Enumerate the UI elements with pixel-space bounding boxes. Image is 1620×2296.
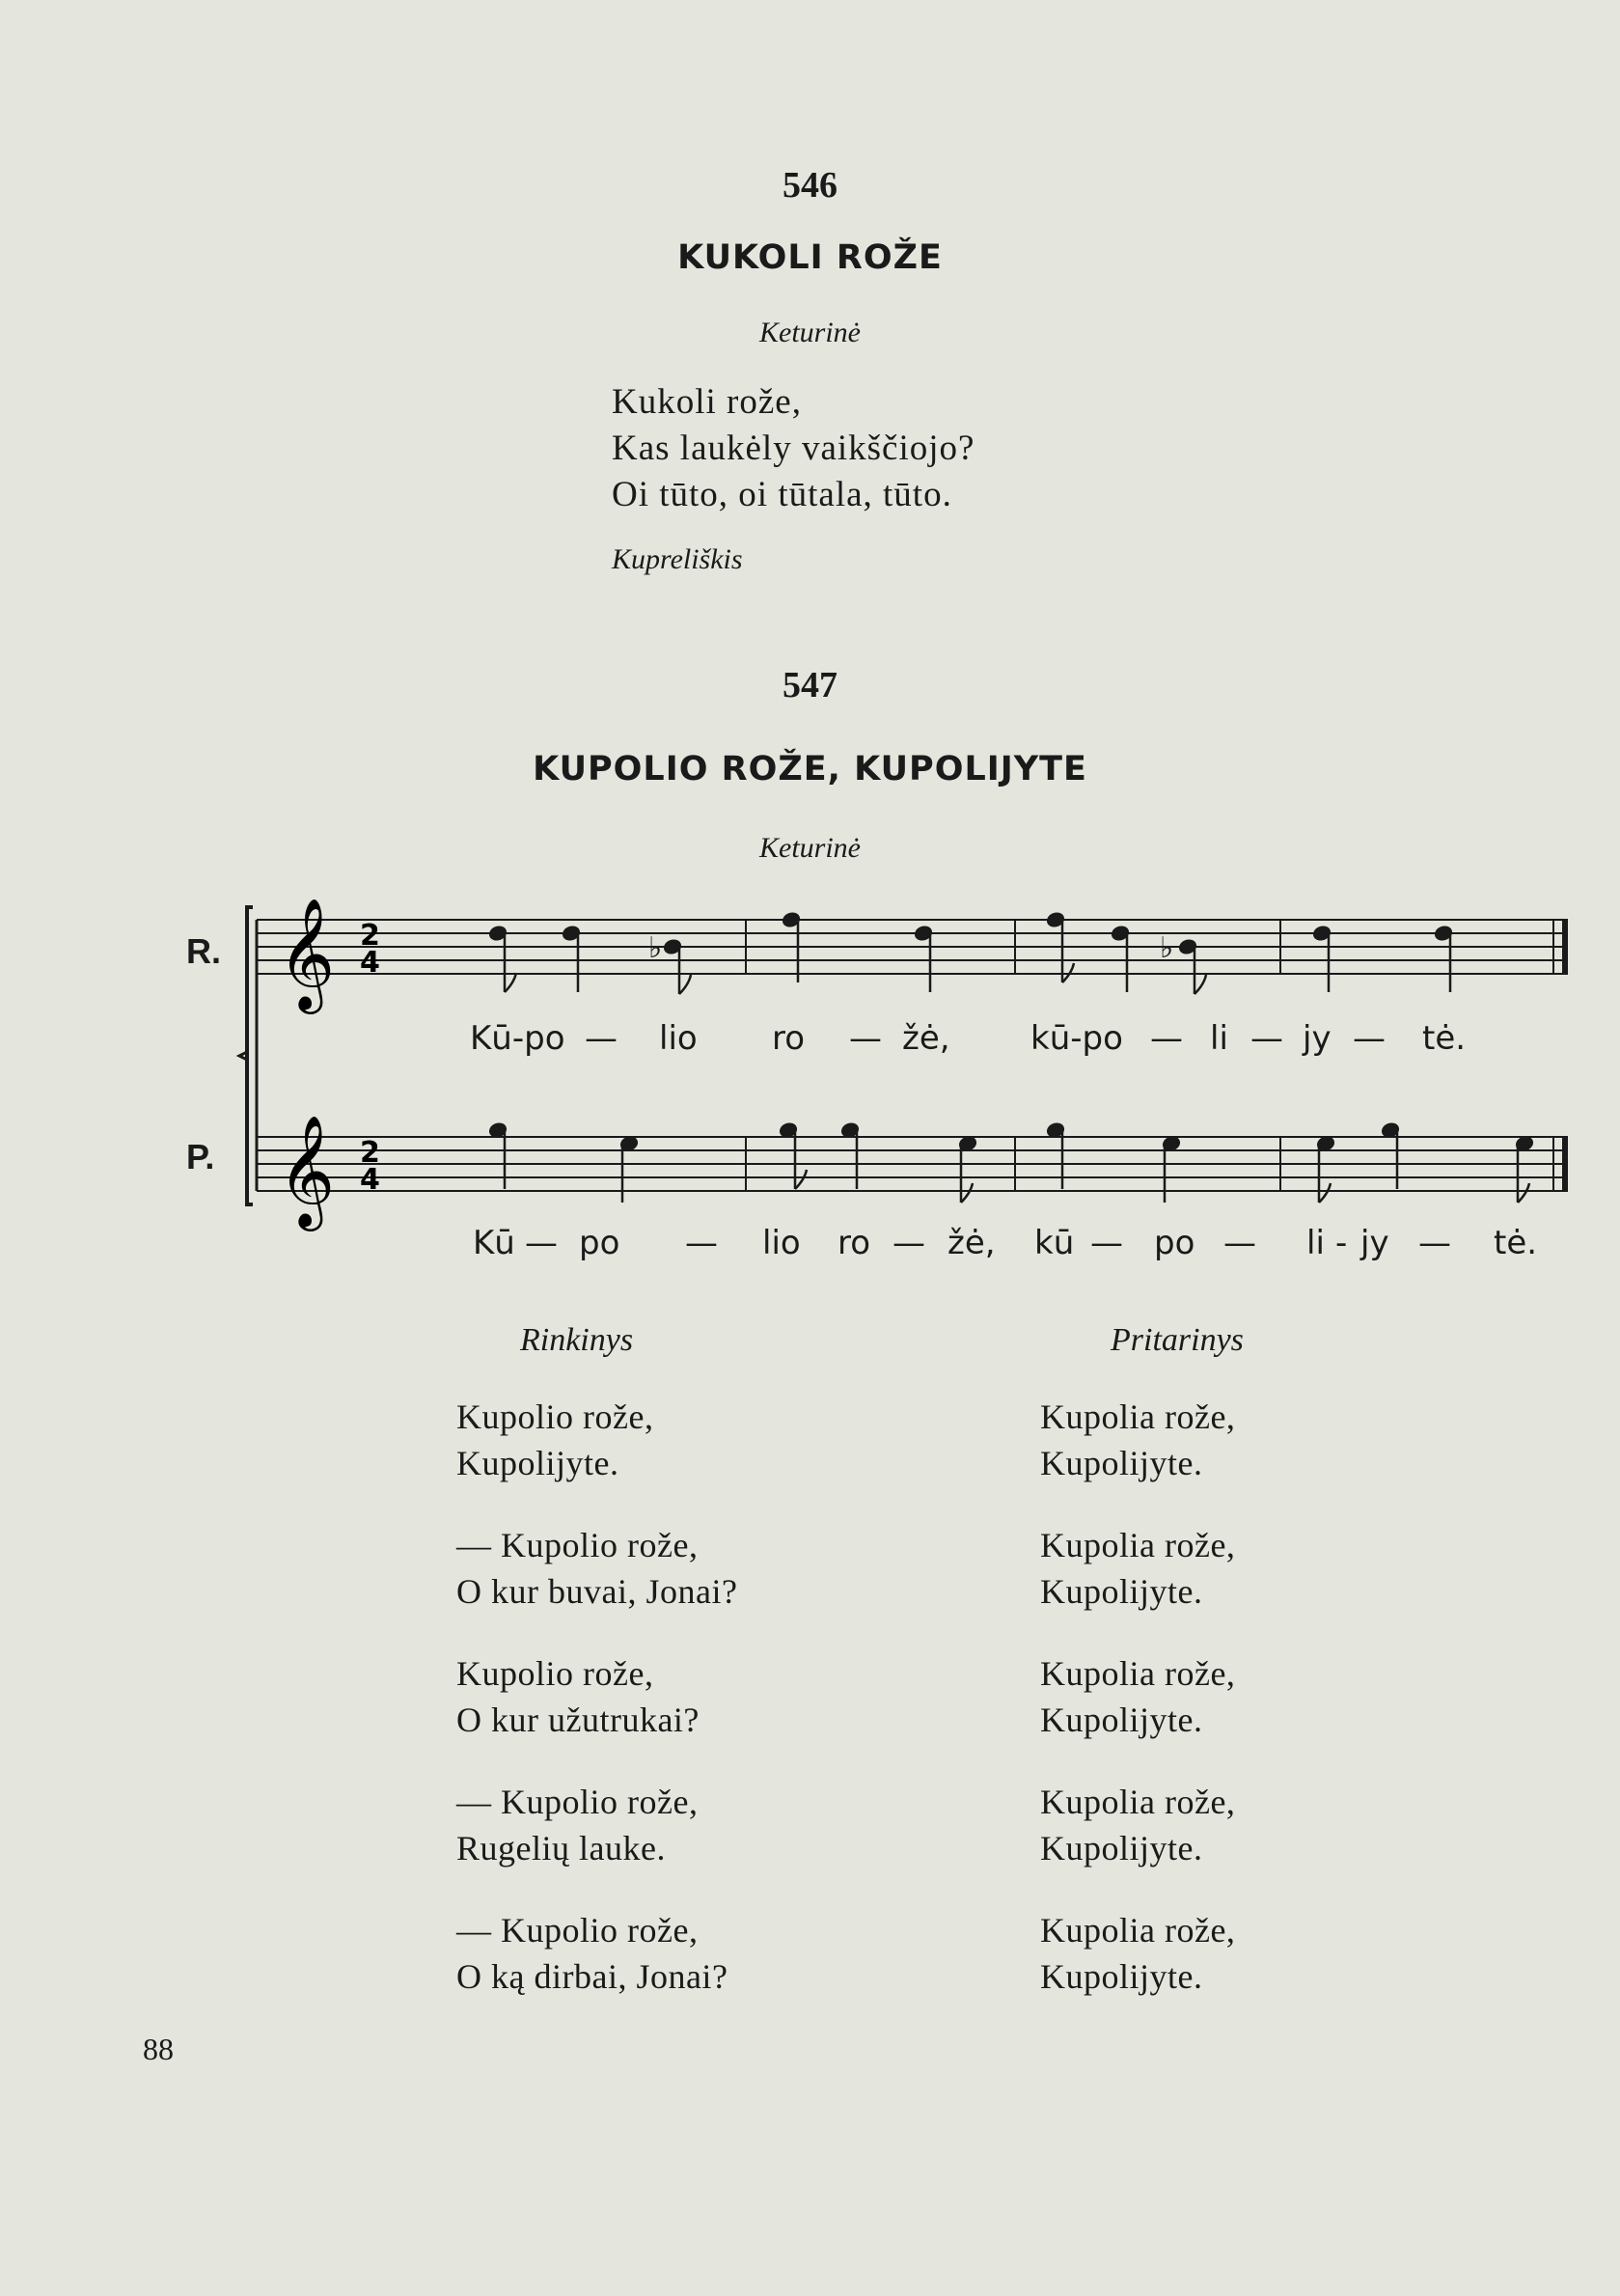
lyric-dash: — [849, 1019, 882, 1058]
verse-line: Oi tūto, oi tūtala, tūto. [612, 475, 952, 514]
lyric-syllable: kū-po [1030, 1019, 1123, 1058]
stanza-line: Kupolia rože, [1040, 1654, 1236, 1693]
stanza-line: Kupolijyte. [1040, 1701, 1203, 1739]
song-546-place: Kupreliškis [612, 543, 743, 575]
lyric-syllable: žė, [947, 1224, 996, 1262]
song-547-number: 547 [783, 665, 837, 705]
stanza [456, 1779, 958, 1871]
lyric-syllable: jy [1303, 1019, 1332, 1058]
left-column [456, 1394, 958, 2035]
lyric-syllable: Kū-po [470, 1019, 565, 1058]
lyric-syllable: ro [837, 1224, 871, 1262]
song-547-subtitle: Keturinė [759, 832, 861, 864]
stanza-line: Kupolijyte. [1040, 1572, 1203, 1611]
stanza-line: Kupolia rože, [1040, 1526, 1236, 1564]
lyric-dash: — [892, 1224, 925, 1262]
stanza-line: — Kupolio rože, [456, 1911, 699, 1950]
lyrics-top [0, 1019, 1620, 1062]
time-sig-top: 2 [360, 919, 380, 953]
lyric-syllable: žė, [902, 1019, 950, 1058]
lyric-dash: — [1223, 1224, 1256, 1262]
lyric-dash: — [525, 1224, 558, 1262]
lyric-syllable: kū [1034, 1224, 1075, 1262]
lyric-syllable: Kū [473, 1224, 515, 1262]
stanza-line: Kupolio rože, [456, 1654, 654, 1693]
right-column [1040, 1394, 1445, 2035]
stanza [1040, 1650, 1445, 1743]
left-column-heading: Rinkinys [520, 1322, 634, 1358]
lyric-syllable: li [1306, 1224, 1325, 1262]
verse-line: Kas laukėly vaikščiojo? [612, 429, 975, 468]
stanza-line: — Kupolio rože, [456, 1783, 699, 1821]
lyric-syllable: po [579, 1224, 620, 1262]
staff-label-bottom: P. [186, 1137, 215, 1176]
stanza [456, 1650, 958, 1743]
song-546-title: KUKOLI ROŽE [677, 238, 943, 277]
stanza-line: Kupolijyte. [1040, 1444, 1203, 1482]
stanza [1040, 1522, 1445, 1615]
lyric-syllable: po [1154, 1224, 1195, 1262]
page-number: 88 [143, 2032, 174, 2066]
stanza-line: Rugelių lauke. [456, 1829, 666, 1867]
lyric-dash: - [1335, 1224, 1348, 1262]
stanza-line: Kupolia rože, [1040, 1783, 1236, 1821]
stanza-line: Kupolio rože, [456, 1397, 654, 1436]
lyric-syllable: tė. [1494, 1224, 1538, 1262]
stanza-line: Kupolijyte. [456, 1444, 619, 1482]
stanza [1040, 1907, 1445, 2000]
song-547-title: KUPOLIO ROŽE, KUPOLIJYTE [533, 750, 1087, 788]
lyric-syllable: li [1210, 1019, 1228, 1058]
stanza [456, 1907, 958, 2000]
lyric-syllable: jy [1360, 1224, 1389, 1262]
stanza-line: Kupolia rože, [1040, 1397, 1236, 1436]
lyric-syllable: lio [762, 1224, 801, 1262]
stanza-line: Kupolijyte. [1040, 1829, 1203, 1867]
stanza-line: O kur buvai, Jonai? [456, 1572, 738, 1611]
time-sig-top: 2 [360, 1136, 380, 1170]
time-sig-bottom: 4 [360, 1163, 380, 1197]
stanza [1040, 1394, 1445, 1486]
treble-clef-icon: 𝄞 [278, 1114, 336, 1227]
stanza-line: O ką dirbai, Jonai? [456, 1957, 728, 1996]
lyric-dash: — [685, 1224, 718, 1262]
treble-clef-icon: 𝄞 [278, 897, 336, 1010]
lyric-dash: — [1090, 1224, 1123, 1262]
staff-label-top: R. [186, 931, 221, 971]
stanza-line: Kupolia rože, [1040, 1911, 1236, 1950]
stanza-line: — Kupolio rože, [456, 1526, 699, 1564]
right-column-heading: Pritarinys [1111, 1322, 1244, 1358]
song-546-subtitle: Keturinė [759, 317, 861, 348]
lyric-dash: — [1150, 1019, 1183, 1058]
time-sig-bottom: 4 [360, 946, 380, 980]
stanza [1040, 1779, 1445, 1871]
lyric-syllable: tė. [1422, 1019, 1467, 1058]
stanza-line: O kur užutrukai? [456, 1701, 700, 1739]
lyric-dash: — [1250, 1019, 1283, 1058]
stanza [456, 1394, 958, 1486]
lyrics-bottom [0, 1224, 1620, 1266]
lyric-dash: — [585, 1019, 618, 1058]
lyric-syllable: lio [659, 1019, 698, 1058]
svg-text:♭: ♭ [648, 931, 663, 965]
lyric-dash: — [1353, 1019, 1386, 1058]
stanza [456, 1522, 958, 1615]
stanza-line: Kupolijyte. [1040, 1957, 1203, 1996]
lyric-dash: — [1418, 1224, 1451, 1262]
song-546-number: 546 [783, 165, 837, 206]
svg-text:♭: ♭ [1160, 931, 1174, 965]
verse-line: Kukoli rože, [612, 382, 802, 422]
lyric-syllable: ro [772, 1019, 806, 1058]
